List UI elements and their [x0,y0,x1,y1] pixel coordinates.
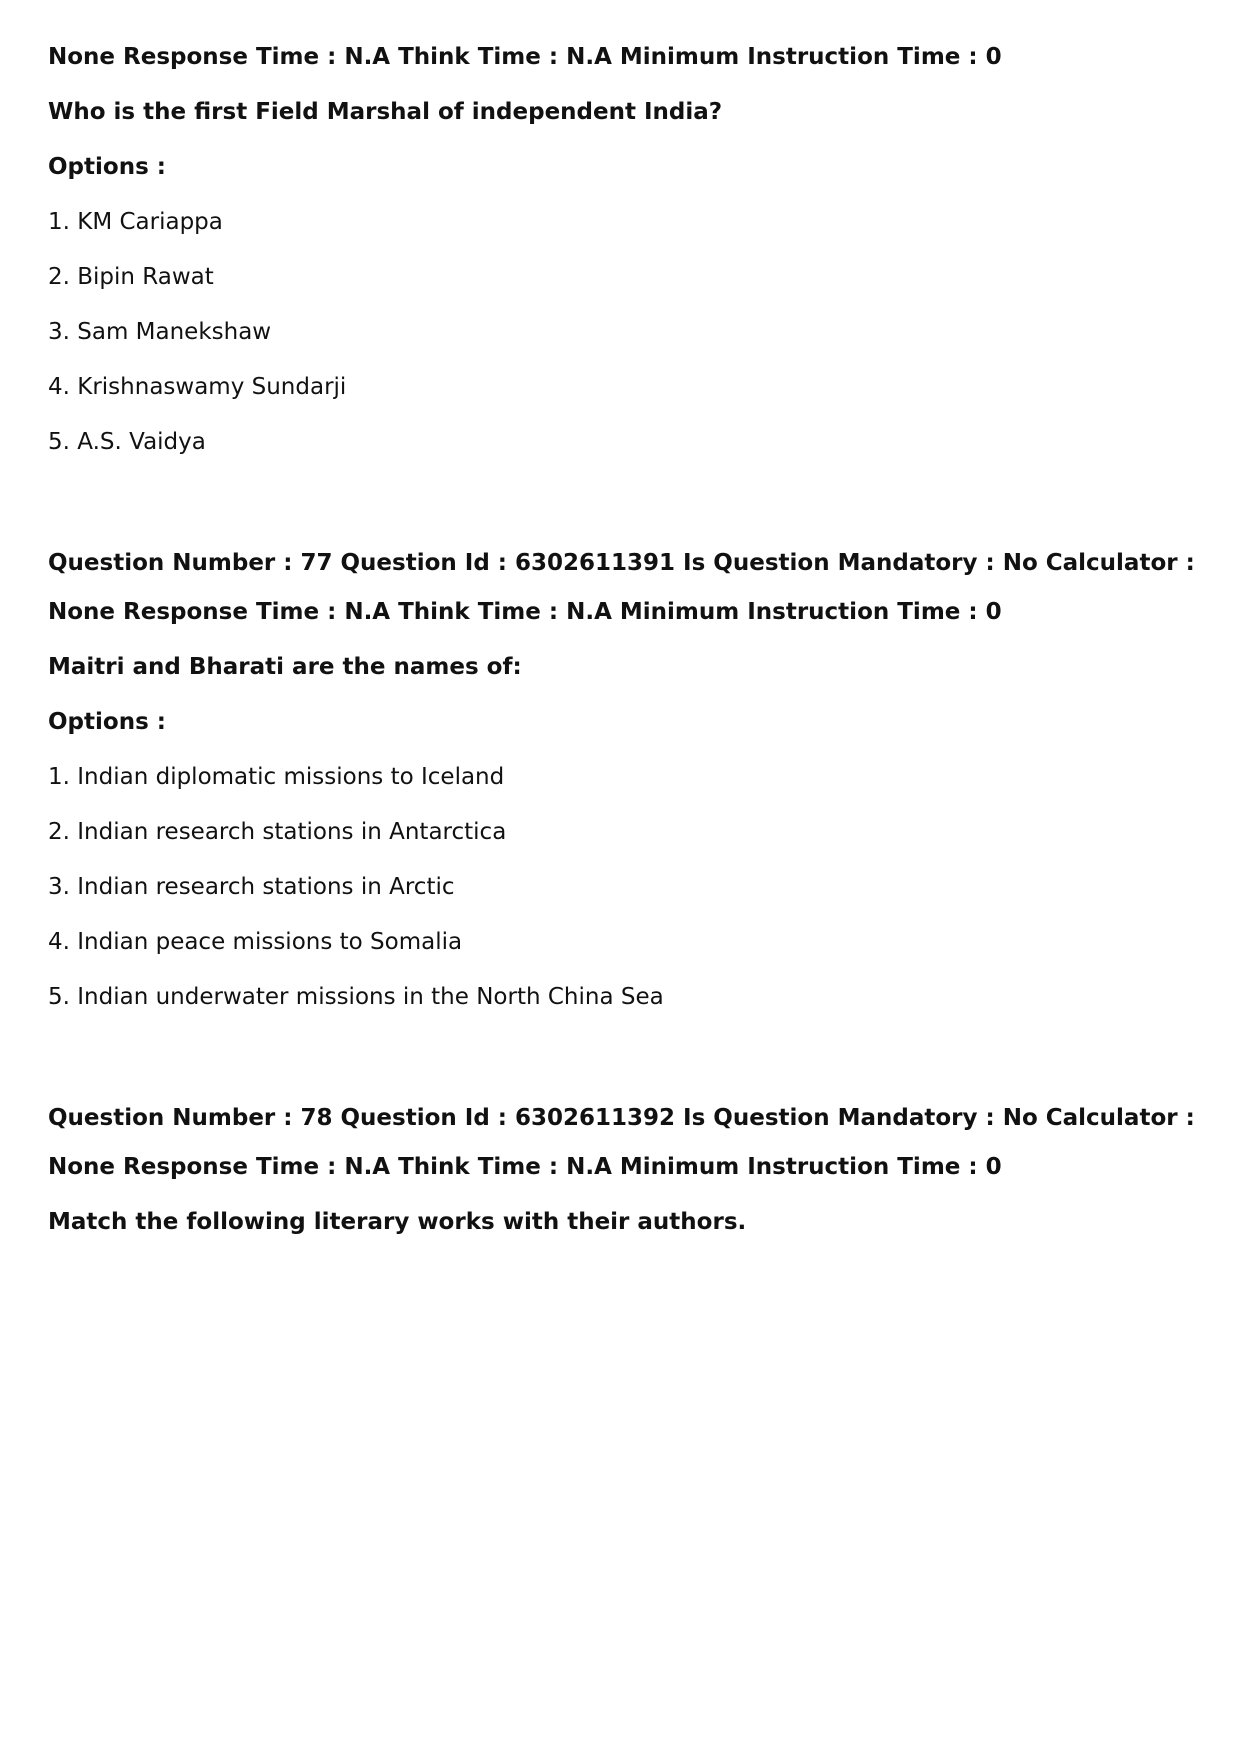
section-spacer [48,1037,1198,1103]
question-text: Match the following literary works with their authors. [48,1209,747,1235]
option-item: 4. Indian peace missions to Somalia [48,929,463,955]
options-label: Options : [48,154,166,180]
option-item: 5. Indian underwater missions in the North China Sea [48,984,664,1010]
options-label: Options : [48,709,166,735]
option-item: 3. Sam Manekshaw [48,319,272,345]
question-text: Who is the first Field Marshal of independent India? [48,99,723,125]
section-spacer [48,482,1198,548]
option-item: 1. Indian diplomatic missions to Iceland [48,764,505,790]
option-item: 3. Indian research stations in Arctic [48,874,455,900]
option-item: 4. Krishnaswamy Sundarji [48,374,347,400]
question-paper-page [48,42,1198,1262]
question-meta: None Response Time : N.A Think Time : N.A Minimum Instruction Time : 0 [48,599,1002,625]
question-meta: None Response Time : N.A Think Time : N.A Minimum Instruction Time : 0 [48,44,1002,70]
question-78 [48,1103,1198,1237]
option-item: 1. KM Cariappa [48,209,223,235]
question-text: Maitri and Bharati are the names of: [48,654,522,680]
question-meta: Question Number : 77 Question Id : 6302611391 Is Question Mandatory : No Calculator : [48,550,1195,576]
question-76 [48,42,1198,457]
question-77 [48,548,1198,1012]
question-meta: None Response Time : N.A Think Time : N.A Minimum Instruction Time : 0 [48,1154,1002,1180]
option-item: 2. Bipin Rawat [48,264,214,290]
option-item: 5. A.S. Vaidya [48,429,206,455]
question-meta: Question Number : 78 Question Id : 6302611392 Is Question Mandatory : No Calculator : [48,1105,1195,1131]
option-item: 2. Indian research stations in Antarctica [48,819,507,845]
